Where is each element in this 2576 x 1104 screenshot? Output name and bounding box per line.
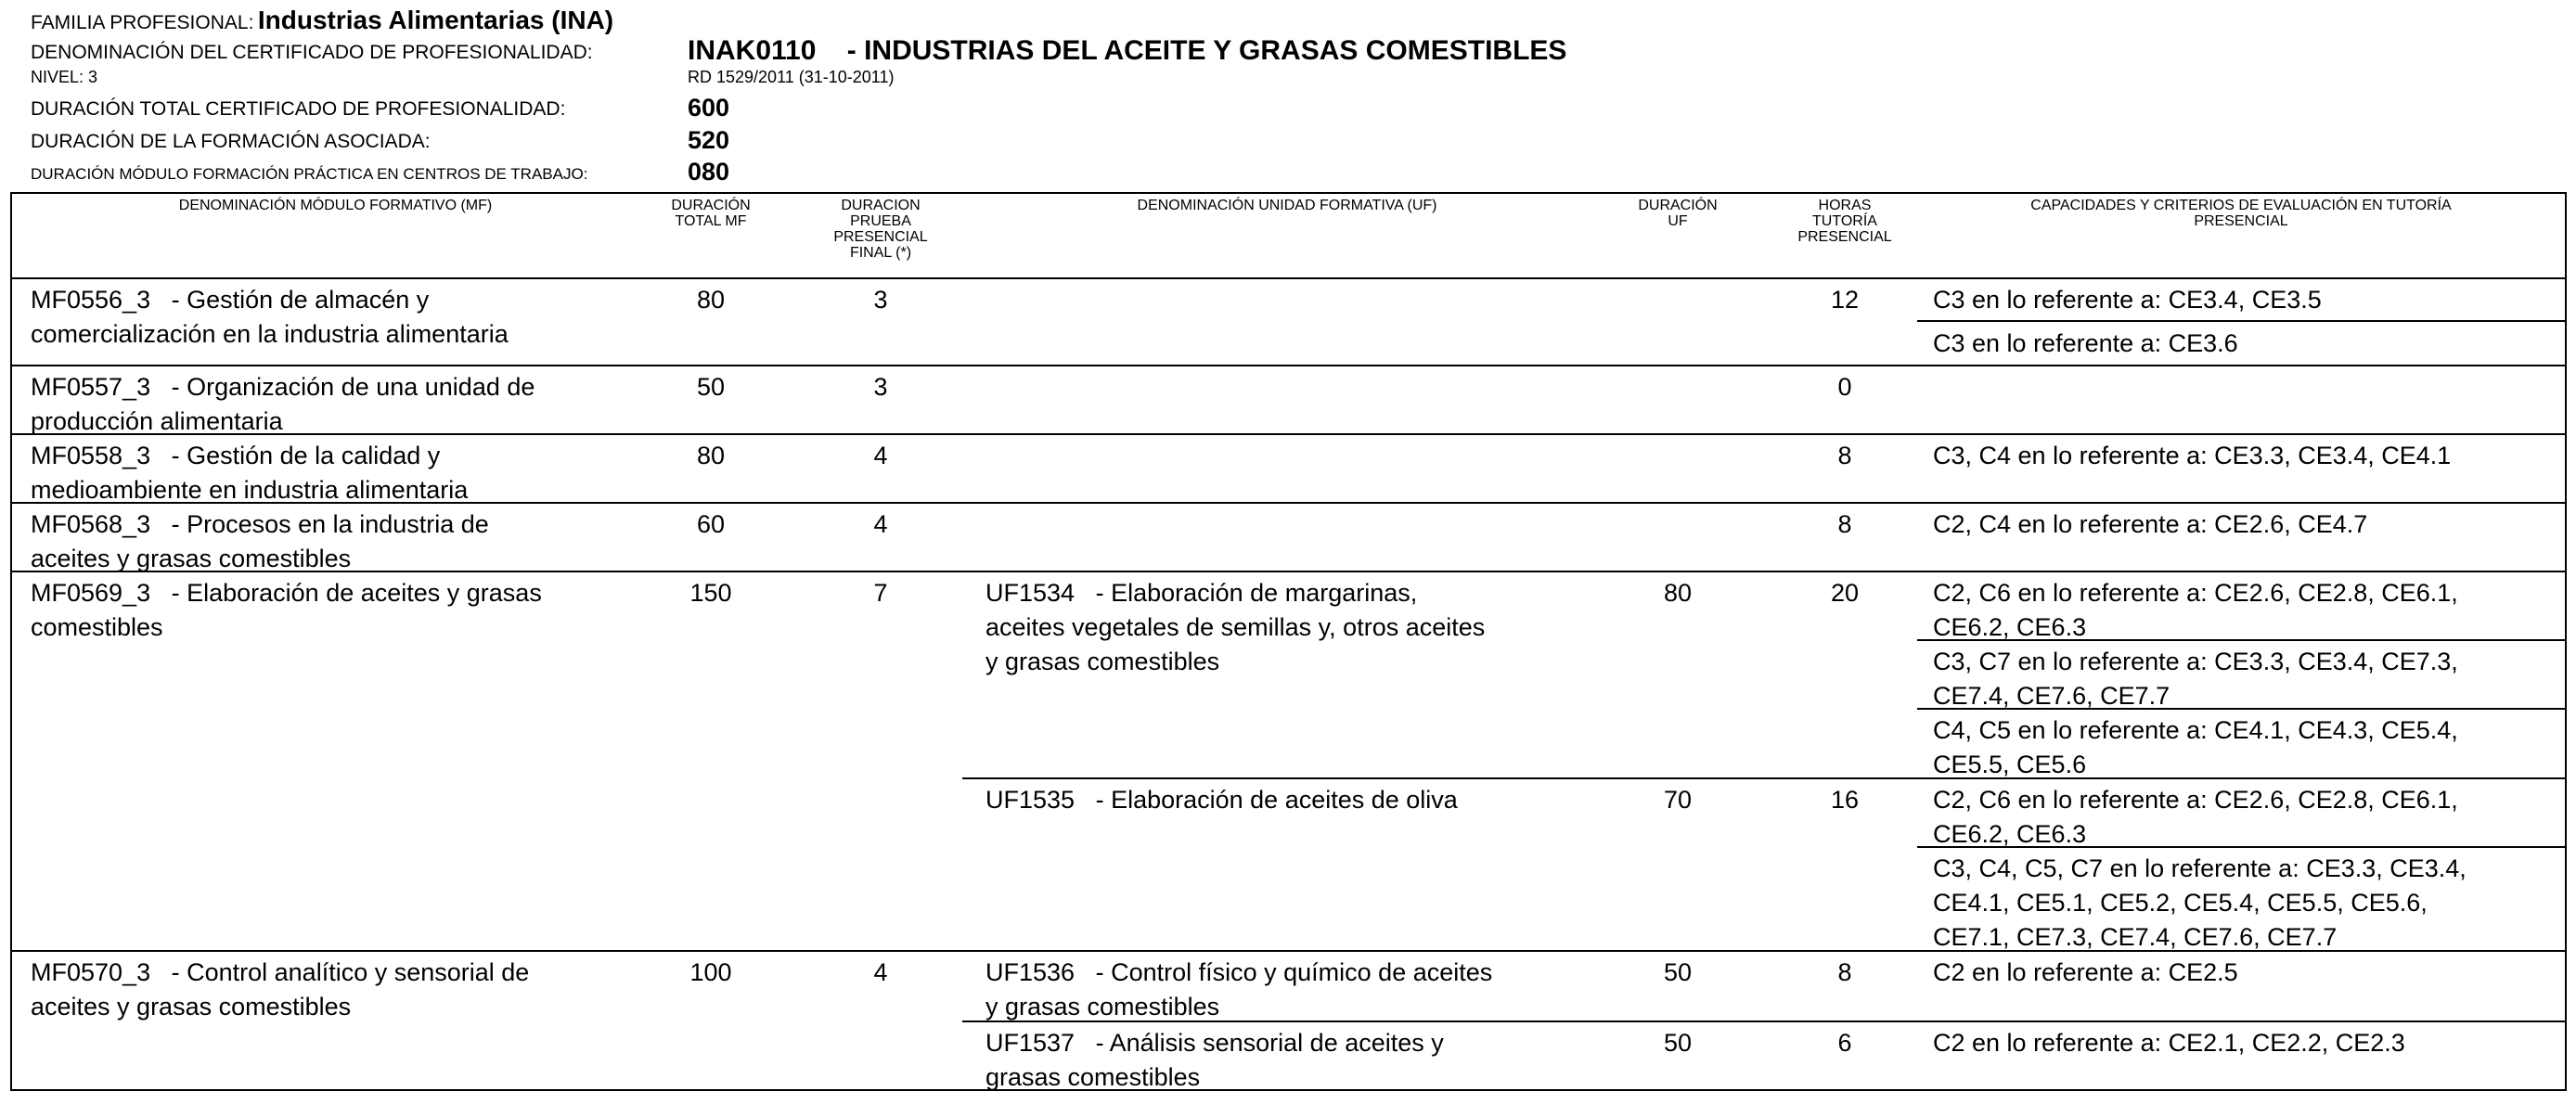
uf-duracion: 50 <box>1663 958 1693 986</box>
capacidades: C3, C7 en lo referente a: CE3.3, CE3.4, CE7.3, CE7.4, CE7.6, CE7.7 <box>1933 648 2458 710</box>
duracion-formacion-value: 520 <box>688 126 730 154</box>
mf-prueba: 7 <box>873 579 888 607</box>
horas-tutoria: 20 <box>1830 579 1860 607</box>
horas-tutoria: 8 <box>1837 442 1852 469</box>
capacidades: C4, C5 en lo referente a: CE4.1, CE4.3, CE5.4, CE5.5, CE5.6 <box>1933 716 2458 778</box>
mf-denominacion <box>31 576 625 645</box>
mf-duracion: 80 <box>696 442 726 469</box>
mf-denominacion <box>31 439 625 507</box>
modules-table <box>10 192 2567 1091</box>
denominacion-value <box>688 35 1566 67</box>
duracion-total-value: 600 <box>688 94 730 122</box>
mf-code: MF0557_3 <box>31 373 151 401</box>
uf-name: - Elaboración de margarinas, aceites vegetales de semillas y, otros aceites y grasas comestibles <box>985 579 1486 675</box>
uf-name: - Control físico y químico de aceites y grasas comestibles <box>985 958 1493 1021</box>
mf-prueba: 3 <box>873 286 888 314</box>
mf-code: MF0568_3 <box>31 510 151 538</box>
mf-code: MF0556_3 <box>31 286 151 314</box>
uf-duracion: 70 <box>1663 786 1693 814</box>
mf-prueba: 4 <box>873 510 888 538</box>
mf-duracion: 50 <box>696 373 726 401</box>
uf-name: - Elaboración de aceites de oliva <box>1095 786 1458 814</box>
mf-code: MF0570_3 <box>31 958 151 986</box>
mf-denominacion <box>31 956 625 1024</box>
mf-name: - Procesos en la industria de aceites y grasas comestibles <box>31 510 489 572</box>
mf-duracion: 150 <box>689 579 732 607</box>
horas-tutoria: 16 <box>1830 786 1860 814</box>
mf-name: - Gestión de la calidad y medioambiente en industria alimentaria <box>31 442 469 504</box>
header-horas: HORAS TUTORÍA PRESENCIAL <box>1797 198 1892 245</box>
familia-profesional <box>31 6 613 35</box>
duracion-practica-value: 080 <box>688 158 730 186</box>
capacidades: C2, C6 en lo referente a: CE2.6, CE2.8, CE6.1, CE6.2, CE6.3 <box>1933 579 2458 641</box>
uf-denominacion <box>985 1026 1589 1095</box>
row-separator <box>12 365 2565 366</box>
row-separator <box>12 277 2565 279</box>
nivel: NIVEL: 3 <box>31 68 98 86</box>
uf-duracion: 80 <box>1663 579 1693 607</box>
horas-tutoria: 12 <box>1830 286 1860 314</box>
horas-tutoria: 6 <box>1837 1029 1852 1057</box>
uf-code: UF1535 <box>985 786 1075 814</box>
denominacion-label: DENOMINACIÓN DEL CERTIFICADO DE PROFESIONALIDAD: <box>31 42 593 63</box>
capacidades: C3 en lo referente a: CE3.6 <box>1933 329 2238 357</box>
familia-value: Industrias Alimentarias (INA) <box>257 6 614 34</box>
horas-tutoria: 8 <box>1837 958 1852 986</box>
mf-name: - Organización de una unidad de producción alimentaria <box>31 373 535 435</box>
capacidades: C3 en lo referente a: CE3.4, CE3.5 <box>1933 286 2322 314</box>
duracion-formacion-label: DURACIÓN DE LA FORMACIÓN ASOCIADA: <box>31 131 431 152</box>
header-capacidades: CAPACIDADES Y CRITERIOS DE EVALUACIÓN EN TUTORÍA PRESENCIAL <box>2030 198 2452 229</box>
mf-name: - Control analítico y sensorial de aceites y grasas comestibles <box>31 958 530 1021</box>
duracion-practica-label: DURACIÓN MÓDULO FORMACIÓN PRÁCTICA EN CENTROS DE TRABAJO: <box>31 165 588 183</box>
capacidades: C2 en lo referente a: CE2.5 <box>1933 958 2238 986</box>
mf-duracion: 100 <box>689 958 732 986</box>
mf-code: MF0569_3 <box>31 579 151 607</box>
uf-denominacion <box>985 783 1589 817</box>
horas-tutoria: 8 <box>1837 510 1852 538</box>
capacidades: C3, C4 en lo referente a: CE3.3, CE3.4, CE4.1 <box>1933 442 2452 469</box>
cap-separator <box>1917 320 2565 322</box>
mf-prueba: 4 <box>873 958 888 986</box>
header-uf: DENOMINACIÓN UNIDAD FORMATIVA (UF) <box>1137 198 1437 213</box>
mf-name: - Elaboración de aceites y grasas comestibles <box>31 579 542 641</box>
real-decreto: RD 1529/2011 (31-10-2011) <box>688 68 895 86</box>
mf-name: - Gestión de almacén y comercialización en la industria alimentaria <box>31 286 509 348</box>
mf-denominacion <box>31 507 625 576</box>
mf-prueba: 3 <box>873 373 888 401</box>
duracion-total-label: DURACIÓN TOTAL CERTIFICADO DE PROFESIONALIDAD: <box>31 98 566 120</box>
header-mf: DENOMINACIÓN MÓDULO FORMATIVO (MF) <box>178 198 493 213</box>
familia-label: FAMILIA PROFESIONAL: <box>31 12 254 33</box>
header-duracion-uf: DURACIÓN UF <box>1638 198 1718 229</box>
capacidades: C2, C6 en lo referente a: CE2.6, CE2.8, CE6.1, CE6.2, CE6.3 <box>1933 786 2458 848</box>
uf-code: UF1534 <box>985 579 1075 607</box>
mf-code: MF0558_3 <box>31 442 151 469</box>
uf-duracion: 50 <box>1663 1029 1693 1057</box>
header-duracion-mf: DURACIÓN TOTAL MF <box>671 198 751 229</box>
horas-tutoria: 0 <box>1837 373 1852 401</box>
uf-code: UF1537 <box>985 1029 1075 1057</box>
mf-prueba: 4 <box>873 442 888 469</box>
uf-denominacion <box>985 576 1589 679</box>
capacidades: C2, C4 en lo referente a: CE2.6, CE4.7 <box>1933 510 2368 538</box>
capacidades: C2 en lo referente a: CE2.1, CE2.2, CE2.3 <box>1933 1029 2405 1057</box>
header-prueba: DURACION PRUEBA PRESENCIAL FINAL (*) <box>833 198 928 261</box>
uf-code: UF1536 <box>985 958 1075 986</box>
mf-denominacion <box>31 283 625 352</box>
mf-duracion: 80 <box>696 286 726 314</box>
uf-name: - Análisis sensorial de aceites y grasas comestibles <box>985 1029 1444 1091</box>
certificado-name: - INDUSTRIAS DEL ACEITE Y GRASAS COMESTIBLES <box>846 35 1567 66</box>
certificado-code: INAK0110 <box>688 35 817 66</box>
mf-denominacion <box>31 370 625 439</box>
uf-denominacion <box>985 956 1589 1024</box>
mf-duracion: 60 <box>696 510 726 538</box>
capacidades: C3, C4, C5, C7 en lo referente a: CE3.3, CE3.4, CE4.1, CE5.1, CE5.2, CE5.4, CE5.5, CE5.6, CE7.1, CE7.3, CE7.4, CE7.6, CE7.7 <box>1933 854 2467 951</box>
